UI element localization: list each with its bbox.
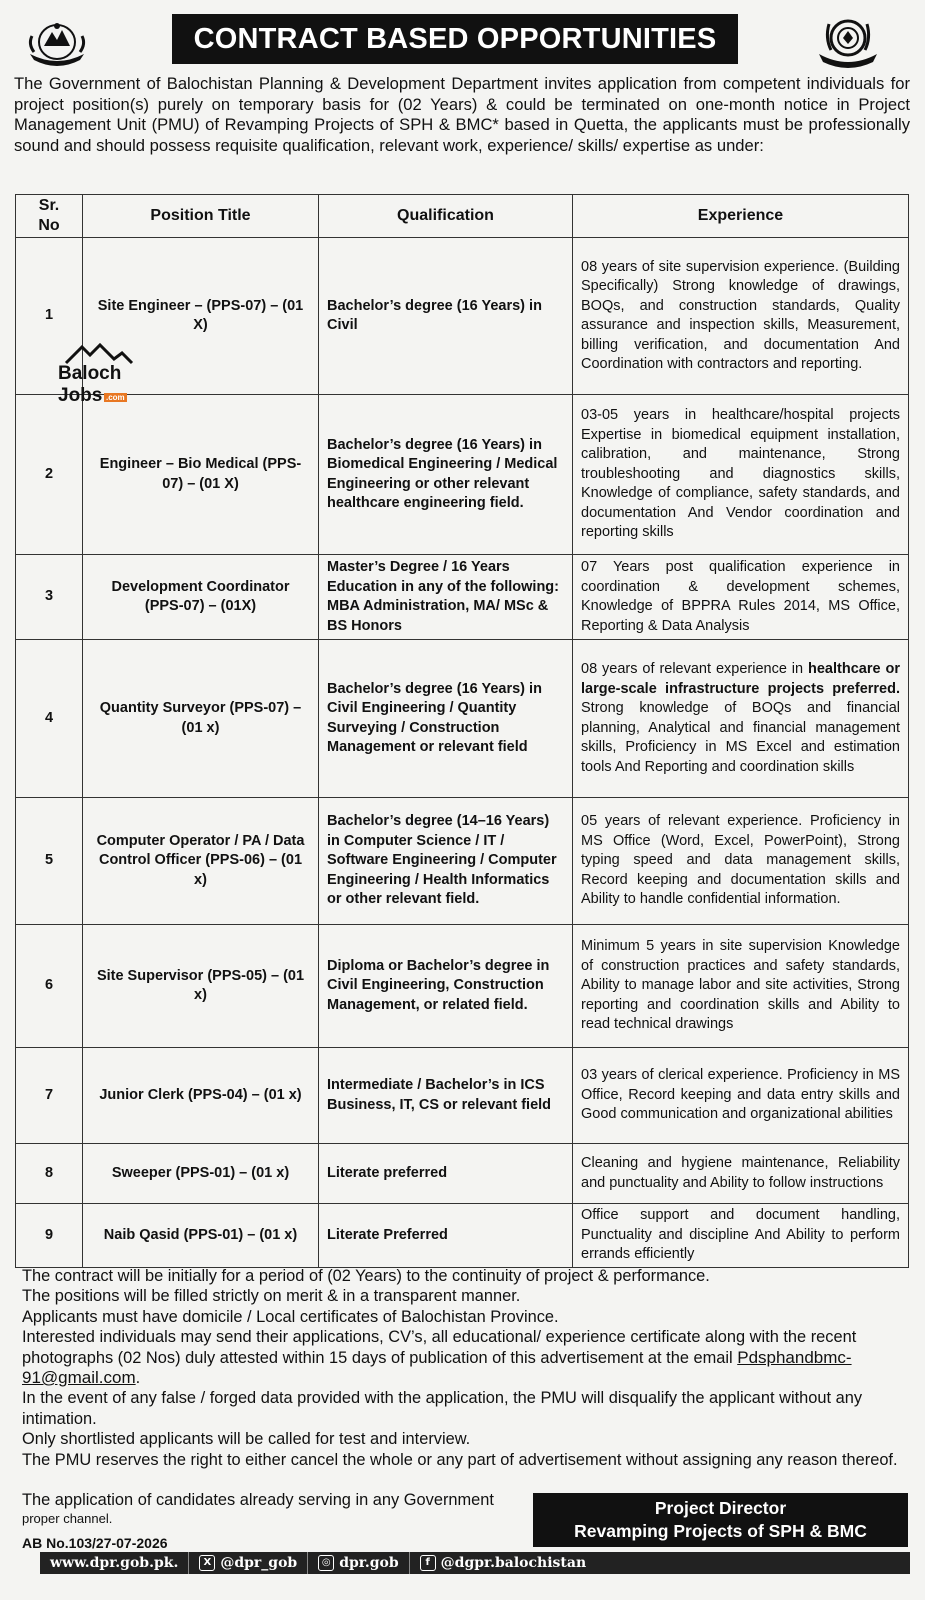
email-link[interactable]: Pdsphandbmc-91@gmail.com: [22, 1347, 852, 1388]
mountain-logo-icon: [64, 343, 134, 365]
footer-facebook[interactable]: [410, 1552, 596, 1574]
x-icon: X: [199, 1555, 215, 1571]
balochjobs-watermark: [56, 343, 138, 407]
balochistan-emblem-icon: [24, 14, 90, 70]
footer-x-text: @dpr_gob: [220, 1555, 298, 1571]
row-qualification: Literate preferred: [319, 1144, 573, 1204]
table-row: [16, 1144, 909, 1204]
row-position: Development Coordinator (PPS-07) – (01X): [83, 555, 319, 640]
table-row: [16, 640, 909, 798]
table-row: [16, 798, 909, 925]
footer-x[interactable]: [189, 1552, 308, 1574]
note-application: [22, 1327, 902, 1388]
watermark-suffix: .com: [106, 393, 125, 402]
note-reserves-right: The PMU reserves the right to either cancel the whole or any part of advertisement without assigning any reason thereof.: [22, 1450, 898, 1469]
ab-number: AB No.103/27-07-2026: [22, 1535, 168, 1551]
footer-facebook-text: @dgpr.balochistan: [440, 1555, 587, 1571]
watermark-line1: Baloch: [58, 363, 122, 384]
header-experience: Experience: [573, 195, 909, 238]
signature-title: Project Director: [654, 1498, 787, 1518]
row-sr-no: 9: [16, 1204, 83, 1268]
positions-table: [15, 194, 909, 1268]
row-experience: [573, 640, 909, 798]
facebook-icon: f: [420, 1555, 436, 1571]
row-sr-no: 7: [16, 1048, 83, 1144]
row-experience: Cleaning and hygiene maintenance, Reliability and punctuality and Ability to follow instructions: [573, 1144, 909, 1204]
table-row: [16, 238, 909, 395]
experience-bold: healthcare or large-scale infrastructure projects preferred.: [581, 661, 900, 697]
row-sr-no: 6: [16, 925, 83, 1048]
row-qualification: Diploma or Bachelor’s degree in Civil Engineering, Construction Management, or related field.: [319, 925, 573, 1048]
table-row: [16, 1204, 909, 1268]
government-seal-icon: [815, 14, 881, 70]
footer-website[interactable]: [40, 1552, 189, 1574]
note-proper-channel: proper channel.: [22, 1511, 113, 1526]
row-sr-no: 8: [16, 1144, 83, 1204]
experience-rest: Strong knowledge of BOQs and financial planning, Analytical and financial management skills, Proficiency in MS Excel and estimation tools And Reporting and coordination skills: [581, 700, 900, 775]
signature-project: Revamping Projects of SPH & BMC: [574, 1521, 867, 1541]
row-qualification: Literate Preferred: [319, 1204, 573, 1268]
experience-pre: 08 years of relevant experience in: [581, 661, 804, 677]
row-experience: 03 years of clerical experience. Proficiency in MS Office, Record keeping and data entry skills and Good communication and organizational abilities: [573, 1048, 909, 1144]
table-row: [16, 1048, 909, 1144]
note-contract-period: The contract will be initially for a period of (02 Years) to the continuity of project & performance.: [22, 1267, 710, 1285]
row-qualification: Bachelor’s degree (16 Years) in Civil Engineering / Quantity Surveying / Construction Management or relevant field: [319, 640, 573, 798]
row-sr-no: 5: [16, 798, 83, 925]
row-sr-no: 2: [16, 395, 83, 555]
row-experience: 05 years of relevant experience. Proficiency in MS Office (Word, Excel, PowerPoint), Strong typing speed and data management skills, Record keeping and documentation skills and Ability to handle confidential information.: [573, 798, 909, 925]
intro-paragraph: The Government of Balochistan Planning & Development Department invites application from competent individuals for project position(s) purely on temporary basis for (02 Years) & could be terminated on one-month notice in Project Management Unit (PMU) of Revamping Projects of SPH & BMC* based in Quetta, the applicants must be professionally sound and should possess requisite qualification, relevant work, experience/ skills/ expertise as under:: [14, 74, 910, 155]
header-sr-no: Sr. No: [16, 195, 83, 238]
row-position: Site Engineer – (PPS-07) – (01 X): [83, 238, 319, 395]
note-serving-employees: The application of candidates already serving in any Government: [22, 1491, 494, 1509]
social-footer: [40, 1552, 910, 1574]
row-position: Naib Qasid (PPS-01) – (01 x): [83, 1204, 319, 1268]
row-experience: 07 Years post qualification experience in coordination & development schemes, Knowledge of BPPRA Rules 2014, MS Office, Reporting & Data Analysis: [573, 555, 909, 640]
project-director-box: [533, 1493, 908, 1547]
row-experience: 08 years of site supervision experience. (Building Specifically) Strong knowledge of drawings, BOQs, and construction standards, Quality assurance and inspection skills, Measurement, billing verification, and documentation And Coordination with contractors and reporting.: [573, 238, 909, 395]
note-shortlisted: Only shortlisted applicants will be called for test and interview.: [22, 1430, 471, 1449]
footer-instagram[interactable]: [308, 1552, 409, 1574]
row-qualification: Bachelor’s degree (14–16 Years) in Computer Science / IT / Software Engineering / Computer Engineering / Health Informatics or other relevant field.: [319, 798, 573, 925]
page-title: CONTRACT BASED OPPORTUNITIES: [172, 14, 738, 64]
row-experience: Office support and document handling, Punctuality and discipline And Ability to perform errands efficiently: [573, 1204, 909, 1268]
instagram-icon: ◎: [318, 1555, 334, 1571]
row-sr-no: 3: [16, 555, 83, 640]
row-qualification: Bachelor’s degree (16 Years) in Civil: [319, 238, 573, 395]
note-application-text: Interested individuals may send their applications, CV’s, all educational/ experience certificate along with the recent photographs (02 Nos) duly attested within 15 days of publication of this advertisement at the email: [22, 1328, 857, 1367]
row-position: Junior Clerk (PPS-04) – (01 x): [83, 1048, 319, 1144]
row-sr-no: 1: [16, 238, 83, 395]
table-row: [16, 555, 909, 640]
footer-website-text: www.dpr.gob.pk.: [50, 1555, 179, 1571]
row-position: Quantity Surveyor (PPS-07) – (01 x): [83, 640, 319, 798]
footer-instagram-text: dpr.gob: [339, 1555, 399, 1571]
watermark-line2: Jobs: [58, 385, 103, 406]
header-qualification: Qualification: [319, 195, 573, 238]
row-qualification: Bachelor’s degree (16 Years) in Biomedical Engineering / Medical Engineering or other relevant healthcare engineering field.: [319, 395, 573, 555]
row-position: Computer Operator / PA / Data Control Officer (PPS-06) – (01 x): [83, 798, 319, 925]
table-row: [16, 395, 909, 555]
row-position: Site Supervisor (PPS-05) – (01 x): [83, 925, 319, 1048]
row-position: Engineer – Bio Medical (PPS-07) – (01 X): [83, 395, 319, 555]
row-experience: 03-05 years in healthcare/hospital projects Expertise in biomedical equipment installation, calibration, and maintenance, Strong troubleshooting and diagnostics skills, Knowledge of compliance, safety standards, and documentation And Vendor coordination and reporting skills: [573, 395, 909, 555]
row-position: Sweeper (PPS-01) – (01 x): [83, 1144, 319, 1204]
note-application-end: .: [135, 1369, 141, 1388]
notes-section: [22, 1266, 902, 1470]
note-merit: The positions will be filled strictly on merit & in a transparent manner.: [22, 1287, 521, 1306]
note-domicile: Applicants must have domicile / Local certificates of Balochistan Province.: [22, 1307, 559, 1326]
row-experience: Minimum 5 years in site supervision Knowledge of construction practices and safety standards, Ability to manage labor and site activities, Strong reporting and coordination skills and Ability to read technical drawings: [573, 925, 909, 1048]
table-header-row: [16, 195, 909, 238]
row-qualification: Intermediate / Bachelor’s in ICS Business, IT, CS or relevant field: [319, 1048, 573, 1144]
row-sr-no: 4: [16, 640, 83, 798]
row-qualification: Master’s Degree / 16 Years Education in any of the following: MBA Administration, MA/ MSc & BS Honors: [319, 555, 573, 640]
note-false-data: In the event of any false / forged data provided with the application, the PMU will disqualify the applicant without any intimation.: [22, 1389, 863, 1428]
table-row: [16, 925, 909, 1048]
header-position: Position Title: [83, 195, 319, 238]
